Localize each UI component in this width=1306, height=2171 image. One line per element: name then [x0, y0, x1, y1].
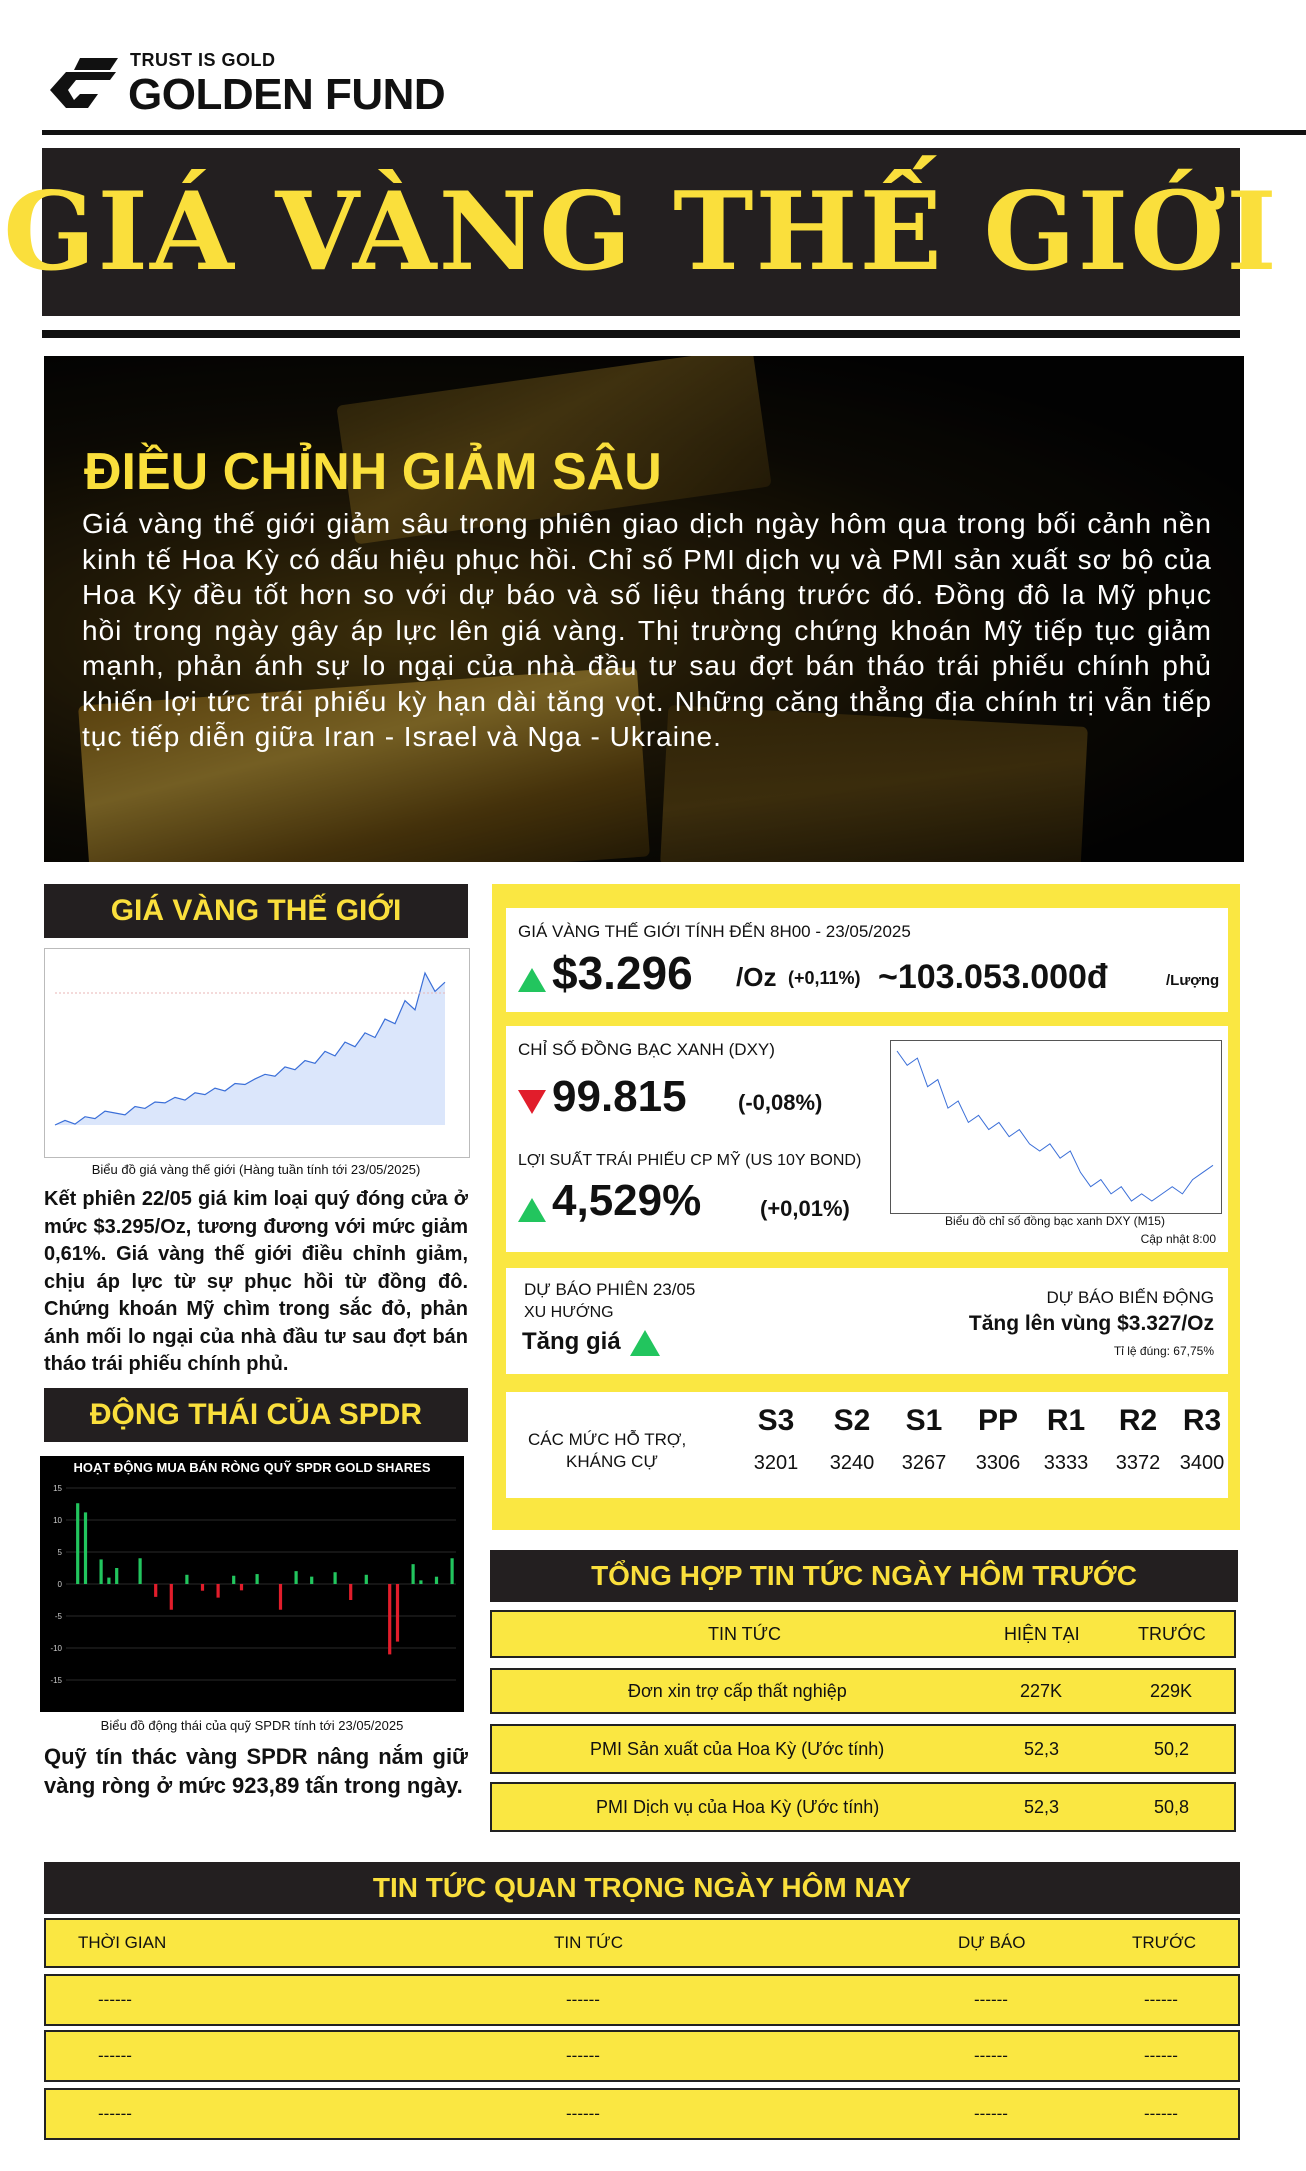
forecast-trend-label: XU HƯỚNG	[524, 1304, 614, 1321]
y-tick-label: -10	[50, 1644, 62, 1653]
golden-fund-logo-icon	[40, 50, 122, 114]
hero-heading: ĐIỀU CHỈNH GIẢM SÂU	[84, 443, 662, 501]
cell-forecast: ------	[974, 2104, 1008, 2123]
price-up-arrow-icon	[518, 968, 546, 992]
dxy-bond-card	[506, 1026, 1228, 1252]
trend-up-arrow-icon	[630, 1330, 660, 1356]
page-title: GIÁ VÀNG THẾ GIỚI	[3, 169, 1279, 295]
level-s1	[892, 1404, 956, 1475]
news-today-header	[44, 1918, 1240, 1968]
level-value: 3201	[753, 1452, 799, 1474]
bond-value: 4,529%	[552, 1176, 702, 1225]
spdr-bar	[185, 1575, 188, 1584]
cell-news: PMI Dịch vụ của Hoa Kỳ (Ước tính)	[596, 1796, 880, 1817]
y-tick-label: 5	[57, 1548, 62, 1557]
dxy-change: (-0,08%)	[738, 1090, 823, 1115]
top-rule	[42, 130, 1306, 135]
spdr-bar	[107, 1578, 110, 1584]
spdr-bar	[412, 1564, 415, 1584]
cell-previous: ------	[1144, 2046, 1178, 2065]
table-row	[44, 2088, 1240, 2140]
cell-news: ------	[566, 2046, 600, 2065]
spdr-bar	[217, 1584, 220, 1598]
level-name: PP	[977, 1404, 1019, 1437]
table-row	[44, 2030, 1240, 2082]
gold-chart-caption: Biểu đồ giá vàng thế giới (Hàng tuần tính tới 23/05/2025)	[91, 1162, 421, 1177]
gold-price-change: (+0,11%)	[788, 968, 861, 988]
dxy-chart-caption: Biểu đồ chỉ số đồng bạc xanh DXY (M15)	[945, 1214, 1165, 1228]
spdr-bar	[279, 1584, 282, 1610]
forecast-accuracy: Tỉ lệ đúng: 67,75%	[1113, 1344, 1214, 1358]
levels-card	[506, 1392, 1228, 1498]
spdr-bar	[240, 1584, 243, 1590]
level-name: R2	[1118, 1404, 1158, 1437]
gold-weekly-chart	[44, 948, 470, 1158]
cell-forecast: ------	[974, 2046, 1008, 2065]
y-tick-label: -5	[54, 1612, 62, 1621]
spdr-bar	[100, 1559, 103, 1584]
spdr-bar	[334, 1572, 337, 1584]
spdr-bar	[310, 1577, 313, 1584]
news-prev-title: TỔNG HỢP TIN TỨC NGÀY HÔM TRƯỚC	[490, 1550, 1238, 1602]
y-tick-label: 15	[53, 1484, 62, 1493]
market-panel	[492, 884, 1240, 1530]
dxy-chart-updated: Cập nhật 8:00	[1140, 1232, 1216, 1246]
dxy-chart	[890, 1040, 1222, 1214]
spdr-bar	[154, 1584, 157, 1597]
spdr-bar	[256, 1574, 259, 1584]
spdr-bar	[84, 1512, 87, 1584]
y-tick-label: -15	[50, 1676, 62, 1685]
dxy-line-chart	[891, 1041, 1221, 1213]
spdr-bar-chart	[40, 1480, 464, 1708]
level-value: 3267	[901, 1452, 947, 1474]
header-forecast: DỰ BÁO	[958, 1933, 1026, 1952]
bond-change: (+0,01%)	[760, 1196, 850, 1221]
level-value: 3400	[1179, 1452, 1225, 1474]
cell-forecast: ------	[974, 1990, 1008, 2009]
brand-tagline: TRUST IS GOLD	[130, 50, 276, 70]
news-today-title: TIN TỨC QUAN TRỌNG NGÀY HÔM NAY	[44, 1862, 1240, 1914]
level-pp	[966, 1404, 1030, 1475]
forecast-range: Tăng lên vùng $3.327/Oz	[968, 1312, 1214, 1335]
cell-time: ------	[98, 2046, 132, 2065]
hero-body: Giá vàng thế giới giảm sâu trong phiên giao dịch ngày hôm qua trong bối cảnh nền kinh tế Hoa Kỳ có dấu hiệu phục hồi. Chỉ số PMI dịch vụ và PMI sản xuất sơ bộ của Hoa Kỳ đều tốt hơn so với dự báo và số liệu tháng trước đó. Đồng đô la Mỹ phục hồi trong ngày gây áp lực lên giá vàng. Thị trường chứng khoán Mỹ tiếp tục giảm mạnh, phản ánh sự lo ngại của nhà đầu tư sau đợt bán tháo trái phiếu chính phủ khiến lợi tức trái phiếu kỳ hạn dài tăng vọt. Những căng thẳng địa chính trị vẫn tiếp tục tiếp diễn giữa Iran - Israel và Nga - Ukraine.	[82, 508, 1212, 752]
spdr-chart-caption: Biểu đồ động thái của quỹ SPDR tính tới 23/05/2025	[100, 1718, 404, 1733]
levels-label-line2: KHÁNG CỰ	[566, 1452, 658, 1471]
level-s2	[820, 1404, 884, 1475]
title-rule	[42, 330, 1240, 338]
gold-summary: Kết phiên 22/05 giá kim loại quý đóng cửa ở mức $3.295/Oz, tương đương với mức giảm 0,61%. Giá vàng thế giới điều chỉnh giảm, chịu áp lực từ sự phục hồi từ đồng đô. Chứng khoán Mỹ chìm trong sắc đỏ, phản ánh mối lo ngại của nhà đầu tư sau đợt bán tháo trái phiếu chính phủ.	[44, 1188, 468, 1375]
cell-news: Đơn xin trợ cấp thất nghiệp	[628, 1680, 847, 1701]
level-name: S3	[757, 1404, 795, 1437]
y-tick-label: 10	[53, 1516, 62, 1525]
spdr-section-label: ĐỘNG THÁI CỦA SPDR	[44, 1388, 468, 1442]
forecast-session: DỰ BÁO PHIÊN 23/05	[524, 1280, 696, 1299]
dxy-value: 99.815	[552, 1072, 687, 1121]
table-row	[44, 1974, 1240, 2026]
spdr-bar	[349, 1584, 352, 1600]
spdr-bar	[232, 1576, 235, 1584]
level-value: 3240	[829, 1452, 875, 1474]
level-name: R1	[1046, 1404, 1086, 1437]
level-s3	[744, 1404, 808, 1475]
price-card-label: GIÁ VÀNG THẾ GIỚI TÍNH ĐẾN 8H00 - 23/05/2025	[518, 922, 911, 941]
spdr-bar	[170, 1584, 173, 1610]
forecast-trend: Tăng giá	[522, 1328, 621, 1355]
level-name: R3	[1182, 1404, 1222, 1437]
cell-news: ------	[566, 1990, 600, 2009]
title-band	[3, 148, 1279, 316]
cell-previous: ------	[1144, 1990, 1178, 2009]
level-name: S2	[833, 1404, 871, 1437]
level-r3	[1170, 1404, 1234, 1475]
forecast-card	[506, 1268, 1228, 1374]
spdr-bar	[76, 1503, 79, 1584]
spdr-chart-title: HOẠT ĐỘNG MUA BÁN RÒNG QUỸ SPDR GOLD SHARES	[73, 1460, 431, 1475]
brand-name: GOLDEN FUND	[128, 70, 446, 119]
spdr-bar	[419, 1580, 422, 1584]
spdr-bar	[115, 1568, 118, 1584]
level-value: 3333	[1043, 1452, 1089, 1474]
cell-news: PMI Sản xuất của Hoa Kỳ (Ước tính)	[590, 1738, 885, 1759]
spdr-bar	[451, 1558, 454, 1584]
level-value: 3306	[975, 1452, 1021, 1474]
spdr-bar	[201, 1584, 204, 1591]
cell-previous: 50,8	[1154, 1796, 1190, 1817]
header-time: THỜI GIAN	[78, 1933, 167, 1952]
price-card	[506, 908, 1228, 1012]
header-news: TIN TỨC	[708, 1623, 782, 1644]
spdr-bar	[435, 1577, 438, 1584]
gold-price-vnd: ~103.053.000đ	[878, 958, 1108, 996]
cell-previous: ------	[1144, 2104, 1178, 2123]
level-value: 3372	[1115, 1452, 1161, 1474]
gold-price-unit: /Oz	[736, 962, 777, 992]
cell-time: ------	[98, 1990, 132, 2009]
dxy-down-arrow-icon	[518, 1090, 546, 1114]
gold-price: $3.296	[552, 947, 693, 999]
cell-current: 52,3	[1024, 1738, 1060, 1759]
bond-up-arrow-icon	[518, 1198, 546, 1222]
cell-current: 52,3	[1024, 1796, 1060, 1817]
table-row	[490, 1668, 1236, 1714]
spdr-bar	[139, 1558, 142, 1584]
header-news: TIN TỨC	[554, 1933, 623, 1952]
y-tick-label: 0	[57, 1580, 62, 1589]
header-current: HIỆN TẠI	[1004, 1623, 1080, 1644]
forecast-range-label: DỰ BÁO BIẾN ĐỘNG	[1046, 1288, 1214, 1307]
dxy-chart-line	[897, 1051, 1213, 1201]
gold-chart-area	[55, 973, 445, 1125]
spdr-summary: Quỹ tín thác vàng SPDR nâng nắm giữ vàng ròng ở mức 923,89 tấn trong ngày.	[44, 1744, 468, 1798]
cell-current: 227K	[1020, 1680, 1063, 1701]
spdr-bar	[365, 1575, 368, 1584]
cell-previous: 229K	[1150, 1680, 1193, 1701]
news-prev-header	[490, 1610, 1236, 1658]
spdr-bar	[396, 1584, 399, 1642]
level-r1	[1034, 1404, 1098, 1475]
cell-previous: 50,2	[1154, 1738, 1190, 1759]
spdr-chart-frame	[40, 1456, 464, 1712]
table-row	[490, 1724, 1236, 1774]
level-name: S1	[905, 1404, 943, 1437]
spdr-bar	[295, 1571, 298, 1584]
header-previous: TRƯỚC	[1132, 1933, 1197, 1952]
bond-label: LỢI SUẤT TRÁI PHIẾU CP MỸ (US 10Y BOND)	[518, 1152, 862, 1169]
dxy-label: CHỈ SỐ ĐỒNG BẠC XANH (DXY)	[518, 1040, 775, 1059]
gold-line-chart	[45, 949, 469, 1157]
header-previous: TRƯỚC	[1138, 1623, 1206, 1644]
cell-news: ------	[566, 2104, 600, 2123]
gold-price-vnd-unit: /Lượng	[1166, 972, 1220, 989]
gold-section-label: GIÁ VÀNG THẾ GIỚI	[44, 884, 468, 938]
spdr-bar	[388, 1584, 391, 1654]
levels-label-line1: CÁC MỨC HỖ TRỢ,	[528, 1430, 687, 1449]
cell-time: ------	[98, 2104, 132, 2123]
level-r2	[1106, 1404, 1170, 1475]
table-row	[490, 1782, 1236, 1832]
